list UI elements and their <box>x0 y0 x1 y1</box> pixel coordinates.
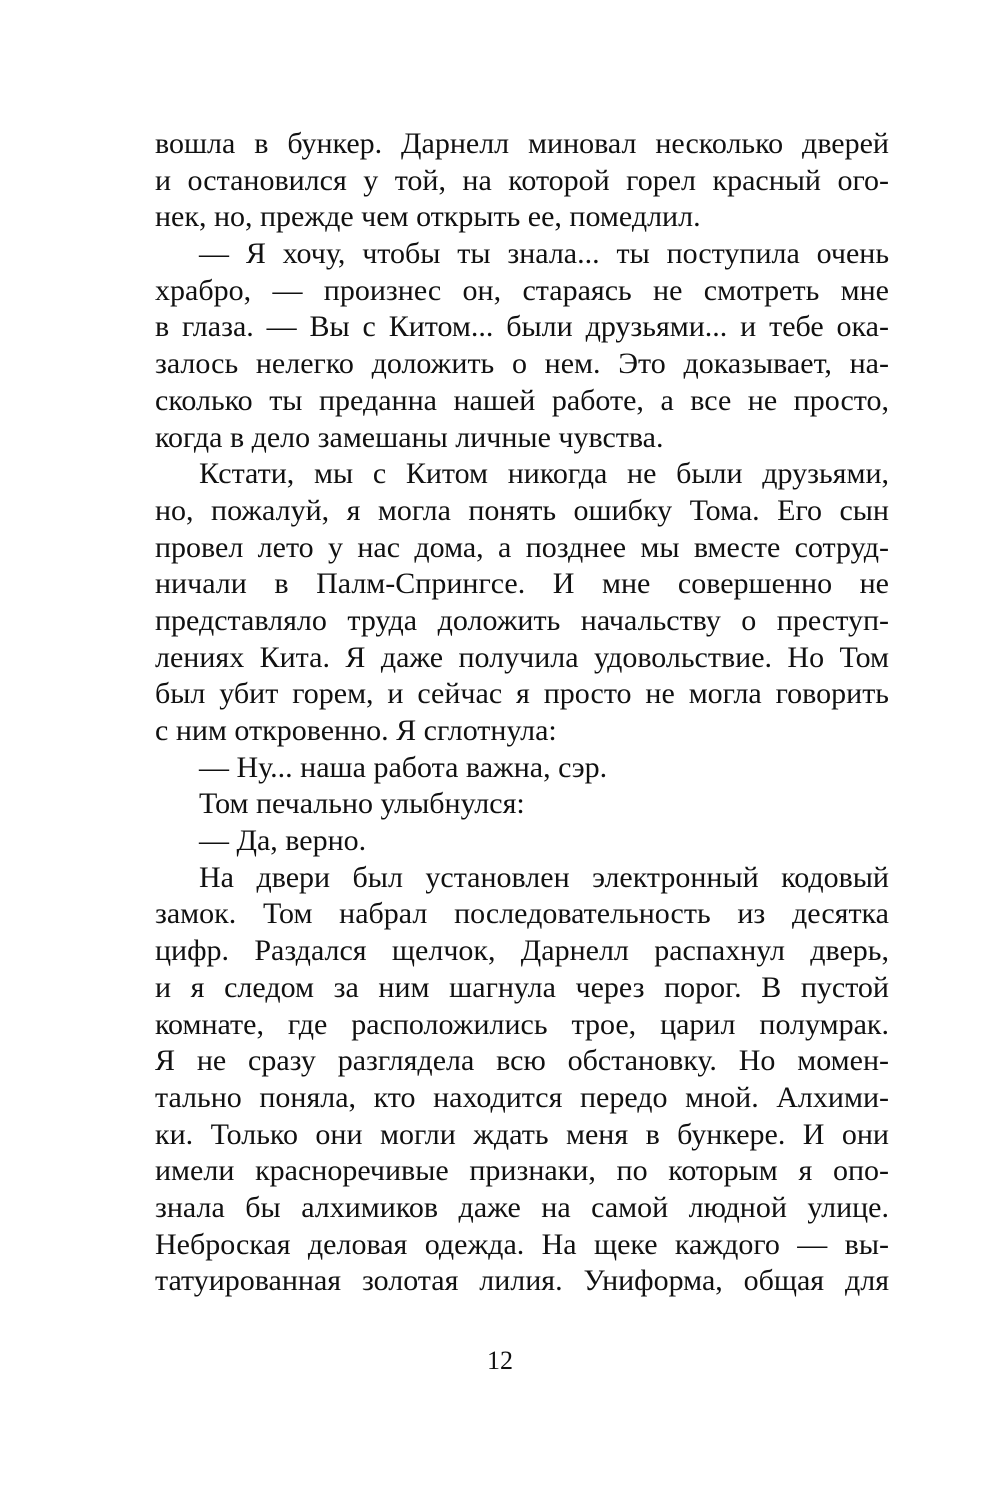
text-line: в глаза. — Вы с Китом... были друзьями... и тебе ока- <box>155 310 889 344</box>
text-line: когда в дело замешаны личные чувства. <box>155 420 664 454</box>
text-line: вошла в бункер. Дарнелл миновал несколько дверей <box>155 127 889 160</box>
text-line: был убит горем, и сейчас я просто не могла говорить <box>155 677 889 711</box>
text-line: тально поняла, кто находится передо мной. Алхими- <box>155 1080 889 1114</box>
text-line: Я не сразу разглядела всю обстановку. Но момен- <box>155 1044 889 1078</box>
text-line: лениях Кита. Я даже получила удовольствие. Но Том <box>155 640 889 674</box>
text-line: знала бы алхимиков даже на самой людной улице. <box>155 1190 889 1224</box>
text-line: Том печально улыбнулся: <box>199 787 525 821</box>
text-line: с ним откровенно. Я сглотнула: <box>155 714 557 747</box>
text-line: На двери был установлен электронный кодовый <box>199 860 889 894</box>
text-line: провел лето у нас дома, а позднее мы вместе сотруд- <box>155 530 889 564</box>
text-line: нек, но, прежде чем открыть ее, помедлил. <box>155 200 701 234</box>
text-line: сколько ты преданна нашей работе, а все не просто, <box>155 383 889 417</box>
page-number: 12 <box>487 1346 513 1375</box>
text-line: ничали в Палм-Спрингсе. И мне совершенно не <box>155 567 889 601</box>
text-line: имели красноречивые признаки, по которым я опо- <box>155 1154 889 1188</box>
text-line: и я следом за ним шагнула через порог. В пустой <box>155 970 889 1004</box>
text-line: Кстати, мы с Китом никогда не были друзьями, <box>199 457 889 491</box>
text-line: представляло труда доложить начальству о преступ- <box>155 603 889 637</box>
text-line: комнате, где расположились трое, царил полумрак. <box>155 1007 889 1041</box>
text-line: залось нелегко доложить о нем. Это доказывает, на- <box>155 347 889 381</box>
body-text <box>155 126 889 1300</box>
text-line: но, пожалуй, я могла понять ошибку Тома. Его сын <box>155 493 889 527</box>
text-line: татуированная золотая лилия. Униформа, общая для <box>155 1264 889 1298</box>
text-line: и остановился у той, на которой горел красный ого- <box>155 163 889 197</box>
text-line: замок. Том набрал последовательность из десятка <box>155 897 889 931</box>
text-line: — Да, верно. <box>199 824 367 858</box>
text-line: храбро, — произнес он, стараясь не смотреть мне <box>155 273 889 307</box>
text-line: Неброская деловая одежда. На щеке каждого — вы- <box>155 1227 889 1261</box>
text-line: — Ну... наша работа важна, сэр. <box>199 750 608 784</box>
text-line: цифр. Раздался щелчок, Дарнелл распахнул дверь, <box>155 934 889 968</box>
text-line: — Я хочу, чтобы ты знала... ты поступила очень <box>199 237 889 271</box>
text-line: ки. Только они могли ждать меня в бункере. И они <box>155 1117 889 1151</box>
